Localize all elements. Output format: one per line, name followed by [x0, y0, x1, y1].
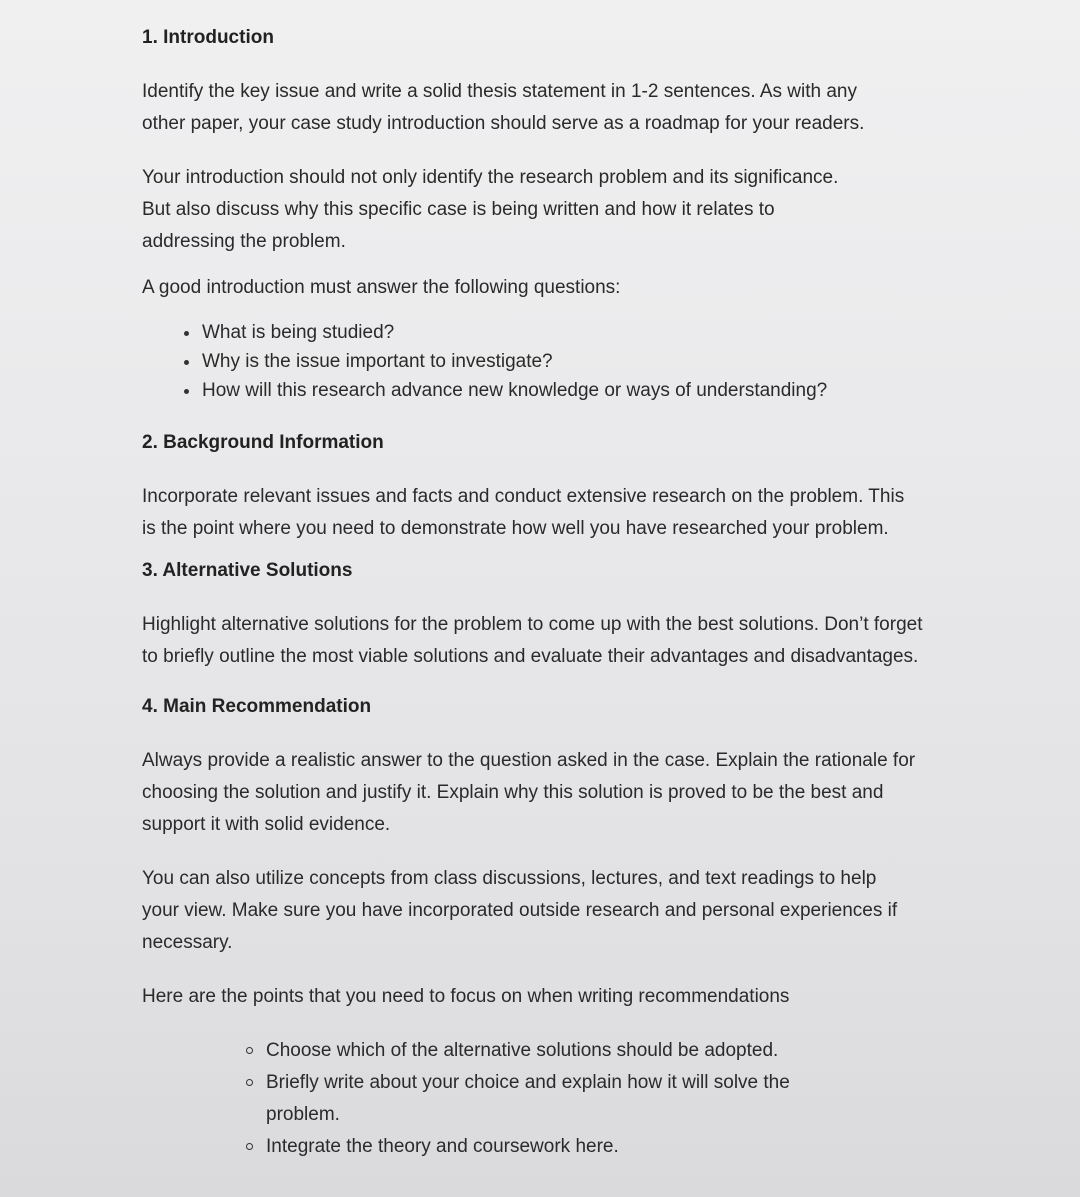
intro-question-list: [142, 318, 942, 405]
section-title-alternatives: 3. Alternative Solutions: [142, 560, 353, 581]
list-item: How will this research advance new knowledge or ways of understanding?: [184, 376, 942, 405]
section-title-introduction: 1. Introduction: [142, 27, 274, 48]
list-item: Integrate the theory and coursework here.: [246, 1131, 866, 1163]
bullet-icon: [184, 389, 189, 394]
list-item: What is being studied?: [184, 318, 942, 347]
list-item: Choose which of the alternative solutions should be adopted.: [246, 1035, 866, 1067]
intro-paragraph-3: A good introduction must answer the following questions:: [142, 277, 621, 298]
circle-bullet-icon: [246, 1143, 253, 1150]
bullet-icon: [184, 331, 189, 336]
circle-bullet-icon: [246, 1079, 253, 1086]
section-title-recommendation: 4. Main Recommendation: [142, 696, 372, 717]
intro-paragraph-1: Identify the key issue and write a solid thesis statement in 1-2 sentences. As with any other paper, your case study introduction should serve as a roadmap for your readers.: [142, 81, 865, 134]
document-page: [142, 26, 942, 1163]
background-paragraph: Incorporate relevant issues and facts and conduct extensive research on the problem. This is the point where you need to demonstrate how well you have researched your problem.: [142, 486, 905, 539]
alternatives-paragraph: Highlight alternative solutions for the problem to come up with the best solutions. Don’t forget to briefly outline the most viable solutions and evaluate their advantages and disadvantages.: [142, 614, 923, 667]
intro-paragraph-2: Your introduction should not only identify the research problem and its significance. But also discuss why this specific case is being written and how it relates to addressing the problem.: [142, 167, 839, 252]
list-item: Why is the issue important to investigate?: [184, 347, 942, 376]
section-title-background: 2. Background Information: [142, 432, 384, 453]
recommendation-paragraph-2: You can also utilize concepts from class discussions, lectures, and text readings to help your view. Make sure you have incorporated outside research and personal experiences if necessary.: [142, 868, 898, 953]
recommendation-paragraph-1: Always provide a realistic answer to the question asked in the case. Explain the rationale for choosing the solution and justify it. Explain why this solution is proved to be the best and support it with solid evidence.: [142, 750, 916, 835]
recommendation-points-list: [142, 1035, 866, 1163]
list-item: Briefly write about your choice and explain how it will solve the problem.: [246, 1067, 866, 1131]
bullet-icon: [184, 360, 189, 365]
circle-bullet-icon: [246, 1047, 253, 1054]
recommendation-paragraph-3: Here are the points that you need to focus on when writing recommendations: [142, 986, 790, 1007]
